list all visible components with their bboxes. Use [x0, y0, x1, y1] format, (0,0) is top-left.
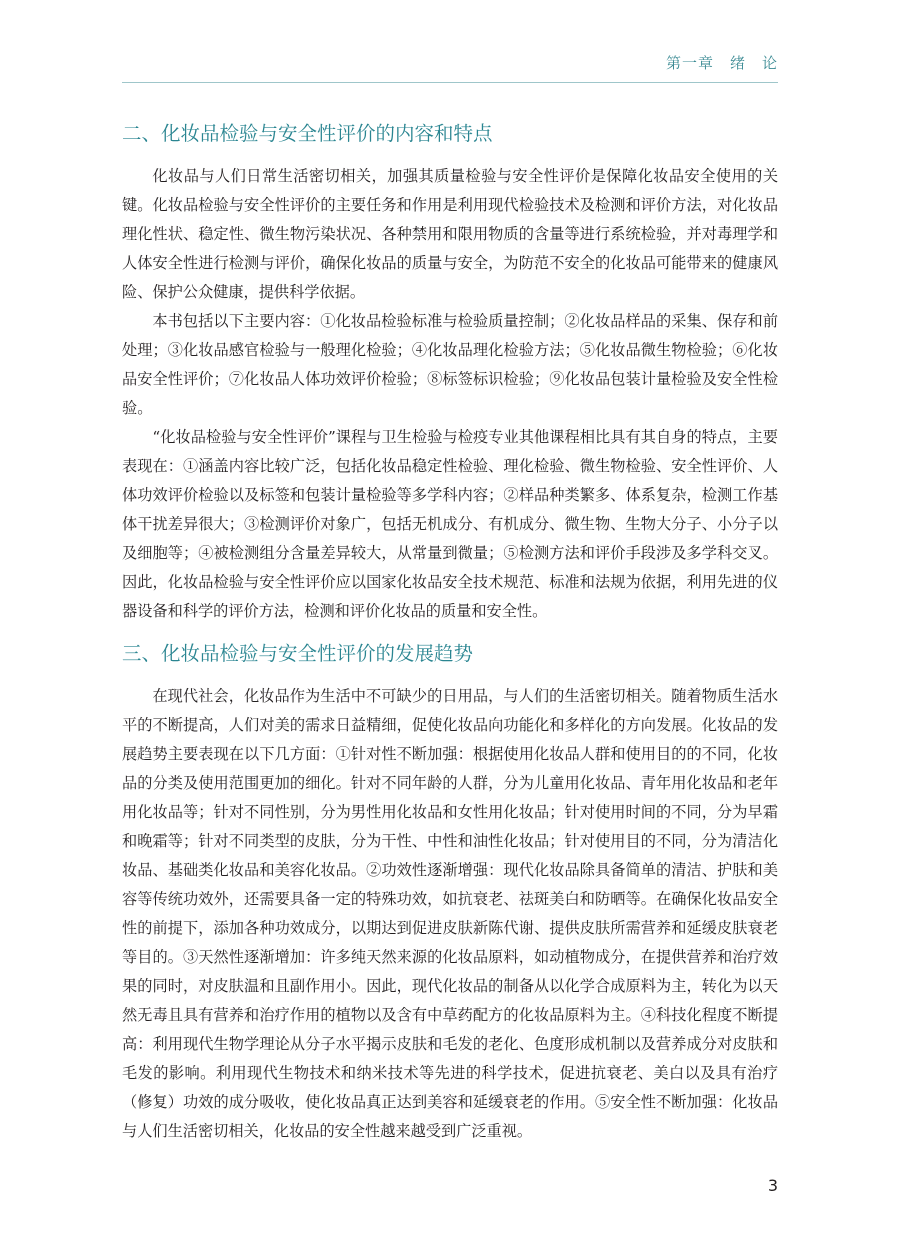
- paragraph-book-contents: 本书包括以下主要内容：①化妆品检验标准与检验质量控制；②化妆品样品的采集、保存和前处理；③化妆品感官检验与一般理化检验；④化妆品理化检验方法；⑤化妆品微生物检验；⑥化妆品安全性评价；⑦化妆品人体功效评价检验；⑧标签标识检验；⑨化妆品包装计量检验及安全性检验。: [122, 312, 778, 417]
- header-rule: [122, 82, 778, 83]
- paragraph-course-features: “化妆品检验与安全性评价”课程与卫生检验与检疫专业其他课程相比具有其自身的特点，主要表现在：①涵盖内容比较广泛，包括化妆品稳定性检验、理化检验、微生物检验、安全性评价、人体功效评价检验以及标签和包装计量检验等多学科内容；②样品种类繁多、体系复杂，检测工作基体干扰差异很大；③检测评价对象广，包括无机成分、有机成分、微生物、生物大分子、小分子以及细胞等；④被检测组分含量差异较大，从常量到微量；⑤检测方法和评价手段涉及多学科交叉。因此，化妆品检验与安全性评价应以国家化妆品安全技术规范、标准和法规为依据，利用先进的仪器设备和科学的评价方法，检测和评价化妆品的质量和安全性。: [122, 428, 778, 620]
- section-heading-content-features: 二、化妆品检验与安全性评价的内容和特点: [122, 122, 493, 145]
- running-header: 第一章 绪 论: [665, 54, 778, 72]
- paragraph-intro: 化妆品与人们日常生活密切相关，加强其质量检验与安全性评价是保障化妆品安全使用的关键。化妆品检验与安全性评价的主要任务和作用是利用现代检验技术及检测和评价方法，对化妆品理化性状、稳定性、微生物污染状况、各种禁用和限用物质的含量等进行系统检验，并对毒理学和人体安全性进行检测与评价，确保化妆品的质量与安全，为防范不安全的化妆品可能带来的健康风险、保护公众健康，提供科学依据。: [122, 167, 778, 301]
- section-heading-development-trends: 三、化妆品检验与安全性评价的发展趋势: [122, 642, 474, 665]
- page-number: 3: [767, 1176, 778, 1195]
- page-body: [122, 120, 778, 1146]
- paragraph-development-trends: 在现代社会，化妆品作为生活中不可缺少的日用品，与人们的生活密切相关。随着物质生活水平的不断提高，人们对美的需求日益精细，促使化妆品向功能化和多样化的方向发展。化妆品的发展趋势主要表现在以下几方面：①针对性不断加强：根据使用化妆品人群和使用目的的不同，化妆品的分类及使用范围更加的细化。针对不同年龄的人群，分为儿童用化妆品、青年用化妆品和老年用化妆品等；针对不同性别，分为男性用化妆品和女性用化妆品；针对使用时间的不同，分为早霜和晚霜等；针对不同类型的皮肤，分为干性、中性和油性化妆品；针对使用目的不同，分为清洁化妆品、基础类化妆品和美容化妆品。②功效性逐渐增强：现代化妆品除具备简单的清洁、护肤和美容等传统功效外，还需要具备一定的特殊功效，如抗衰老、祛斑美白和防晒等。在确保化妆品安全性的前提下，添加各种功效成分，以期达到促进皮肤新陈代谢、提供皮肤所需营养和延缓皮肤衰老等目的。③天然性逐渐增加：许多纯天然来源的化妆品原料，如动植物成分，在提供营养和治疗效果的同时，对皮肤温和且副作用小。因此，现代化妆品的制备从以化学合成原料为主，转化为以天然无毒且具有营养和治疗作用的植物以及含有中草药配方的化妆品原料为主。④科技化程度不断提高：利用现代生物学理论从分子水平揭示皮肤和毛发的老化、色度形成机制以及营养成分对皮肤和毛发的影响。利用现代生物技术和纳米技术等先进的科学技术，促进抗衰老、美白以及具有治疗（修复）功效的成分吸收，使化妆品真正达到美容和延缓衰老的作用。⑤安全性不断加强：化妆品与人们生活密切相关，化妆品的安全性越来越受到广泛重视。: [122, 687, 778, 1140]
